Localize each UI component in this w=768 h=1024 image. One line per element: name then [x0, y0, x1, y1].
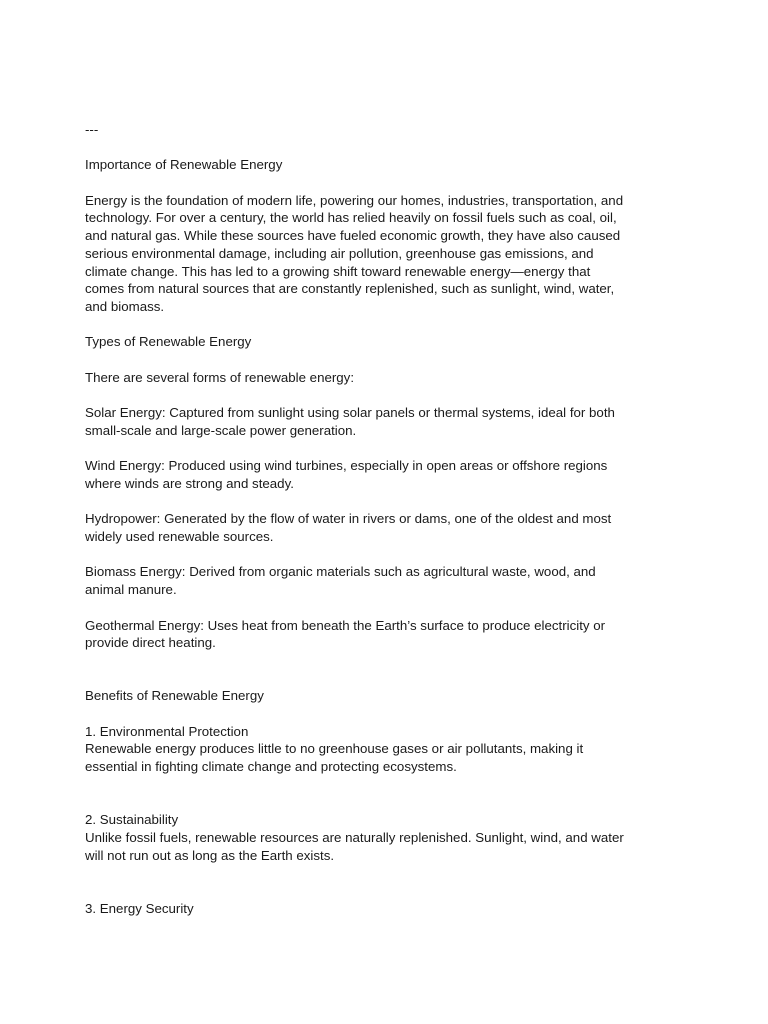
type-line: provide direct heating.: [85, 635, 216, 651]
intro-line: serious environmental damage, including air pollution, greenhouse gas emissions, and: [85, 245, 594, 261]
type-biomass: [85, 563, 630, 598]
type-hydropower: [85, 510, 630, 545]
types-intro: There are several forms of renewable energy:: [85, 369, 355, 385]
document-page: [85, 121, 630, 917]
benefit-title: 3. Energy Security: [85, 900, 194, 916]
intro-line: Energy is the foundation of modern life, powering our homes, industries, transportation, and: [85, 192, 624, 208]
benefit-line: will not run out as long as the Earth exists.: [85, 847, 335, 863]
separator: ---: [85, 122, 99, 137]
type-line: Wind Energy: Produced using wind turbines, especially in open areas or offshore regions: [85, 458, 608, 474]
intro-line: technology. For over a century, the world has relied heavily on fossil fuels such as coal, oil,: [85, 210, 617, 226]
benefit-energy-security: [85, 900, 630, 918]
benefit-title: 2. Sustainability: [85, 812, 179, 828]
heading-benefits: Benefits of Renewable Energy: [85, 688, 264, 704]
type-line: Hydropower: Generated by the flow of water in rivers or dams, one of the oldest and most: [85, 511, 612, 527]
intro-line: and biomass.: [85, 299, 165, 314]
type-solar: [85, 404, 630, 439]
benefit-title: 1. Environmental Protection: [85, 723, 249, 739]
heading-types: Types of Renewable Energy: [85, 334, 252, 350]
type-line: Geothermal Energy: Uses heat from beneath the Earth’s surface to produce electricity or: [85, 617, 606, 633]
benefit-environmental: [85, 723, 630, 776]
benefit-line: Unlike fossil fuels, renewable resources are naturally replenished. Sunlight, wind, and water: [85, 829, 624, 845]
intro-line: comes from natural sources that are constantly replenished, such as sunlight, wind, water,: [85, 281, 615, 297]
heading-importance: Importance of Renewable Energy: [85, 157, 283, 173]
type-geothermal: [85, 617, 630, 652]
type-line: widely used renewable sources.: [85, 529, 274, 545]
benefit-line: Renewable energy produces little to no greenhouse gases or air pollutants, making it: [85, 741, 584, 757]
intro-line: and natural gas. While these sources have fueled economic growth, they have also caused: [85, 228, 621, 244]
type-line: Biomass Energy: Derived from organic materials such as agricultural waste, wood, and: [85, 564, 596, 580]
benefit-sustainability: [85, 811, 630, 864]
type-line: Solar Energy: Captured from sunlight using solar panels or thermal systems, ideal for both: [85, 405, 615, 421]
type-line: small-scale and large-scale power generation.: [85, 422, 357, 438]
benefit-line: essential in fighting climate change and protecting ecosystems.: [85, 759, 457, 775]
intro-line: climate change. This has led to a growing shift toward renewable energy—energy that: [85, 263, 591, 279]
type-wind: [85, 457, 630, 492]
type-line: where winds are strong and steady.: [85, 475, 294, 491]
type-line: animal manure.: [85, 582, 177, 598]
intro-paragraph: [85, 192, 630, 316]
